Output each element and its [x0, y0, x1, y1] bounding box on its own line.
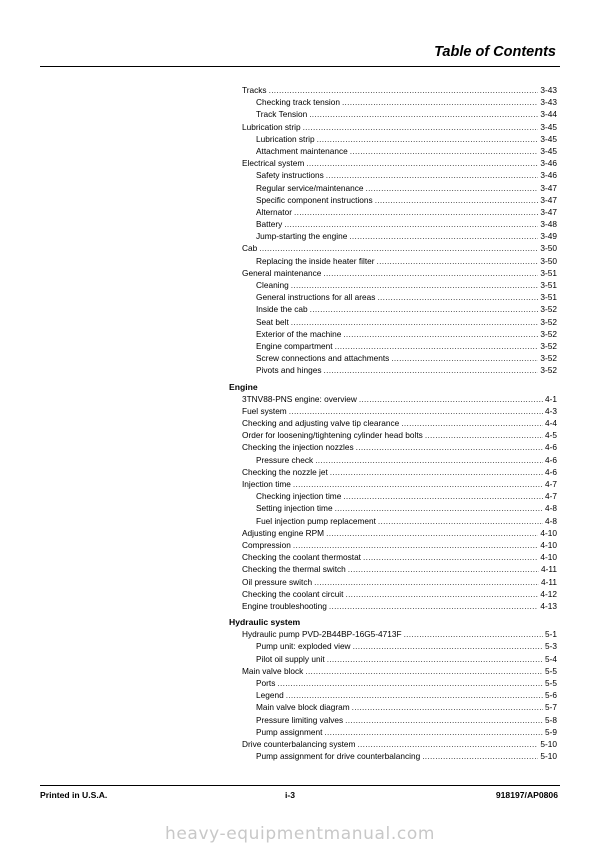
toc-entry-page: 4-7 — [545, 491, 557, 502]
toc-entry-label: Tracks — [242, 85, 267, 95]
toc-entry-label: Compression — [242, 539, 291, 550]
toc-entry[interactable] — [229, 340, 557, 352]
toc-entry[interactable] — [229, 441, 557, 453]
toc-entry-label: General maintenance — [242, 267, 322, 278]
toc-entry[interactable] — [229, 714, 557, 726]
toc-entry[interactable] — [229, 218, 557, 230]
toc-entry[interactable] — [229, 352, 557, 364]
toc-entry-page: 5-8 — [545, 714, 557, 725]
toc-entry-label: Adjusting engine RPM — [242, 527, 325, 538]
toc-entry-label: 3TNV88-PNS engine: overview — [242, 393, 357, 404]
toc-entry-page: 3-46 — [540, 158, 557, 169]
toc-entry-page: 3-50 — [540, 255, 557, 266]
toc-entry[interactable] — [229, 701, 557, 713]
toc-leader-dots — [350, 145, 539, 157]
toc-entry-label: Order for loosening/tightening cylinder head bolts — [242, 430, 423, 441]
toc-entry-page: 3-48 — [540, 219, 557, 230]
toc-entry-label: Exterior of the machine — [256, 328, 342, 339]
toc-entry[interactable] — [229, 364, 557, 376]
toc-entry-page: 5-10 — [540, 738, 557, 749]
toc-entry-page: 3-52 — [540, 353, 557, 364]
toc-entry-label: Pressure check — [256, 454, 314, 465]
toc-entry-page: 3-43 — [540, 85, 557, 95]
toc-leader-dots — [326, 527, 538, 539]
toc-leader-dots — [352, 701, 543, 713]
toc-entry-page: 4-10 — [540, 552, 557, 563]
toc-entry-page: 5-7 — [545, 702, 557, 713]
toc-entry-label: Cleaning — [256, 280, 289, 290]
toc-entry[interactable] — [229, 726, 557, 738]
toc-entry-page: 3-52 — [540, 328, 557, 339]
toc-entry[interactable] — [229, 96, 557, 108]
toc-entry-label: Hydraulic pump PVD-2B44BP-16G5-4713F — [242, 629, 402, 640]
toc-leader-dots — [305, 665, 543, 677]
toc-entry[interactable] — [229, 242, 557, 254]
toc-leader-dots — [349, 230, 538, 242]
toc-entry[interactable] — [229, 563, 557, 575]
toc-entry[interactable] — [229, 267, 557, 279]
toc-entry[interactable] — [229, 539, 557, 551]
toc-entry[interactable] — [229, 640, 557, 652]
toc-entry-page: 3-46 — [540, 170, 557, 181]
toc-entry-label: Checking track tension — [256, 97, 340, 108]
toc-entry[interactable] — [229, 393, 557, 405]
toc-entry-label: Fuel injection pump replacement — [256, 515, 376, 526]
toc-entry-page: 3-51 — [540, 280, 557, 290]
toc-entry-page: 5-3 — [545, 641, 557, 652]
toc-entry[interactable] — [229, 230, 557, 242]
toc-entry-page: 3-52 — [540, 304, 557, 315]
toc-entry[interactable] — [229, 279, 557, 291]
toc-entry[interactable] — [229, 576, 557, 588]
toc-entry-label: Inside the cab — [256, 304, 308, 315]
toc-entry-page: 3-51 — [540, 267, 557, 278]
toc-leader-dots — [317, 133, 539, 145]
toc-leader-dots — [401, 417, 543, 429]
page-title: Table of Contents — [434, 44, 556, 60]
toc-leader-dots — [359, 393, 543, 405]
toc-entry-label: Checking injection time — [256, 491, 342, 502]
toc-entry[interactable] — [229, 182, 557, 194]
toc-entry-page: 4-11 — [541, 576, 557, 587]
toc-leader-dots — [425, 429, 543, 441]
toc-leader-dots — [291, 316, 539, 328]
toc-entry-label: Safety instructions — [256, 170, 324, 181]
toc-leader-dots — [422, 750, 538, 762]
toc-leader-dots — [309, 108, 538, 120]
toc-entry[interactable] — [229, 490, 557, 502]
toc-leader-dots — [269, 84, 539, 96]
toc-entry[interactable] — [229, 502, 557, 514]
toc-entry-label: Screw connections and attachments — [256, 353, 390, 364]
toc-entry[interactable] — [229, 157, 557, 169]
toc-leader-dots — [303, 121, 539, 133]
toc-entry-page: 4-13 — [540, 600, 557, 611]
toc-entry-label: Checking the coolant circuit — [242, 588, 344, 599]
toc-entry[interactable] — [229, 145, 557, 157]
toc-entry[interactable] — [229, 194, 557, 206]
toc-leader-dots — [342, 96, 538, 108]
toc-entry[interactable] — [229, 429, 557, 441]
toc-leader-dots — [289, 405, 543, 417]
toc-entry-page: 3-50 — [540, 243, 557, 254]
toc-leader-dots — [330, 466, 543, 478]
toc-entry-page: 3-51 — [540, 292, 557, 303]
toc-leader-dots — [294, 206, 538, 218]
toc-entry-label: Specific component instructions — [256, 194, 373, 205]
toc-leader-dots — [314, 576, 539, 588]
toc-entry[interactable] — [229, 169, 557, 181]
toc-entry[interactable] — [229, 588, 557, 600]
toc-leader-dots — [259, 242, 538, 254]
toc-leader-dots — [306, 157, 538, 169]
toc-section-heading: Engine — [229, 381, 258, 392]
toc-entry-label: Cab — [242, 243, 258, 254]
toc-entry-label: Pressure limiting valves — [256, 714, 344, 725]
toc-entry-label: Lubrication strip — [256, 133, 315, 144]
toc-entry[interactable] — [229, 84, 557, 96]
toc-entry-page: 5-5 — [545, 678, 557, 688]
toc-leader-dots — [356, 441, 543, 453]
toc-entry-page: 4-6 — [545, 442, 557, 453]
toc-leader-dots — [377, 291, 538, 303]
toc-leader-dots — [335, 502, 543, 514]
toc-entry[interactable] — [229, 677, 557, 689]
toc-entry[interactable] — [229, 316, 557, 328]
toc-entry-page: 3-43 — [540, 97, 557, 108]
toc-entry-label: Seat belt — [256, 316, 289, 327]
toc-entry-label: Jump-starting the engine — [256, 231, 348, 242]
toc-leader-dots — [327, 653, 543, 665]
toc-entry-page: 3-47 — [540, 194, 557, 205]
toc-entry[interactable] — [229, 255, 557, 267]
toc-entry-page: 3-45 — [540, 133, 557, 144]
toc-entry-label: Battery — [256, 219, 283, 230]
toc-leader-dots — [277, 677, 543, 689]
toc-entry[interactable] — [229, 121, 557, 133]
toc-entry-label: Pilot oil supply unit — [256, 653, 325, 664]
footer-document-id: 918197/AP0806 — [495, 790, 558, 800]
toc-entry[interactable] — [229, 665, 557, 677]
toc-entry-page: 3-52 — [540, 316, 557, 327]
toc-entry-page: 5-5 — [545, 665, 557, 676]
toc-entry-label: Replacing the inside heater filter — [256, 255, 375, 266]
toc-leader-dots — [404, 628, 543, 640]
toc-leader-dots — [335, 340, 539, 352]
toc-leader-dots — [293, 539, 539, 551]
footer-page-number: i-3 — [285, 790, 296, 800]
toc-leader-dots — [375, 194, 539, 206]
footer-printed-note: Printed in U.S.A. — [40, 790, 108, 800]
toc-entry-page: 4-6 — [545, 466, 557, 477]
toc-leader-dots — [291, 279, 539, 291]
toc-entry-label: Engine troubleshooting — [242, 600, 327, 611]
toc-entry[interactable] — [229, 750, 557, 762]
toc-entry[interactable] — [229, 417, 557, 429]
toc-entry-label: Pump assignment for drive counterbalancing — [256, 751, 421, 762]
toc-entry[interactable] — [229, 653, 557, 665]
toc-leader-dots — [284, 218, 538, 230]
toc-entry-label: Checking the coolant thermostat — [242, 552, 361, 563]
toc-entry[interactable] — [229, 133, 557, 145]
toc-entry-page: 3-47 — [540, 182, 557, 193]
toc-leader-dots — [324, 364, 539, 376]
toc-leader-dots — [315, 454, 543, 466]
toc-entry-page: 4-3 — [545, 405, 557, 416]
toc-leader-dots — [391, 352, 538, 364]
toc-leader-dots — [378, 515, 543, 527]
toc-entry-label: Engine compartment — [256, 340, 333, 351]
toc-entry-label: Checking the thermal switch — [242, 564, 346, 575]
toc-entry-page: 3-49 — [540, 231, 557, 242]
toc-entry-label: Pump unit: exploded view — [256, 641, 351, 652]
toc-entry-label: Electrical system — [242, 158, 305, 169]
toc-entry-label: Legend — [256, 690, 284, 701]
toc-entry-page: 3-45 — [540, 121, 557, 132]
toc-entry-label: Injection time — [242, 479, 291, 489]
toc-entry-label: Checking the nozzle jet — [242, 466, 328, 477]
toc-section-heading: Hydraulic system — [229, 617, 301, 628]
toc-entry-label: General instructions for all areas — [256, 292, 376, 303]
toc-entry-label: Lubrication strip — [242, 121, 301, 132]
toc-entry-label: Main valve block diagram — [256, 702, 350, 713]
toc-leader-dots — [326, 169, 539, 181]
toc-entry-page: 4-7 — [545, 479, 557, 489]
toc-entry-page: 4-6 — [545, 454, 557, 465]
toc-leader-dots — [363, 551, 538, 563]
toc-entry-label: Drive counterbalancing system — [242, 738, 356, 749]
toc-entry-label: Checking the injection nozzles — [242, 442, 354, 453]
toc-entry-label: Main valve block — [242, 665, 304, 676]
toc-entry-label: Ports — [256, 678, 276, 688]
toc-leader-dots — [377, 255, 539, 267]
toc-entry-label: Alternator — [256, 206, 292, 217]
toc-entry-page: 3-44 — [540, 109, 557, 120]
toc-entry-page: 4-4 — [545, 418, 557, 429]
toc-entry[interactable] — [229, 303, 557, 315]
header-divider — [40, 66, 560, 67]
toc-entry-page: 4-8 — [545, 515, 557, 526]
toc-entry-page: 5-4 — [545, 653, 557, 664]
toc-leader-dots — [357, 738, 538, 750]
footer-divider — [40, 785, 560, 786]
toc-entry-label: Checking and adjusting valve tip clearance — [242, 418, 400, 429]
toc-entry[interactable] — [229, 600, 557, 612]
toc-entry[interactable] — [229, 454, 557, 466]
toc-entry[interactable] — [229, 738, 557, 750]
toc-entry[interactable] — [229, 466, 557, 478]
toc-entry[interactable] — [229, 527, 557, 539]
toc-entry-page: 4-1 — [545, 393, 557, 404]
toc-entry[interactable] — [229, 108, 557, 120]
toc-entry-page: 3-45 — [540, 145, 557, 156]
toc-entry-label: Track Tension — [256, 109, 308, 120]
table-of-contents — [229, 84, 557, 762]
toc-leader-dots — [310, 303, 539, 315]
toc-entry-page: 5-10 — [540, 751, 557, 762]
toc-entry[interactable] — [229, 405, 557, 417]
toc-entry-page: 4-10 — [540, 527, 557, 538]
toc-entry-page: 4-11 — [541, 564, 557, 575]
toc-entry[interactable] — [229, 515, 557, 527]
toc-entry[interactable] — [229, 478, 557, 490]
toc-entry-label: Fuel system — [242, 405, 287, 416]
toc-leader-dots — [345, 588, 538, 600]
toc-leader-dots — [345, 714, 543, 726]
toc-leader-dots — [348, 563, 539, 575]
toc-entry[interactable] — [229, 328, 557, 340]
toc-entry-page: 5-9 — [545, 726, 557, 737]
toc-entry-label: Regular service/maintenance — [256, 182, 364, 193]
toc-entry[interactable] — [229, 628, 557, 640]
toc-entry-page: 3-47 — [540, 206, 557, 217]
toc-entry-page: 3-52 — [540, 365, 557, 376]
toc-leader-dots — [365, 182, 538, 194]
toc-leader-dots — [324, 726, 543, 738]
toc-entry[interactable] — [229, 551, 557, 563]
toc-entry-label: Pump assignment — [256, 726, 323, 737]
toc-leader-dots — [353, 640, 543, 652]
toc-entry-page: 3-52 — [540, 340, 557, 351]
toc-leader-dots — [343, 490, 543, 502]
toc-entry[interactable] — [229, 291, 557, 303]
toc-entry-label: Oil pressure switch — [242, 576, 313, 587]
toc-entry-page: 5-1 — [545, 629, 557, 640]
toc-entry[interactable] — [229, 689, 557, 701]
toc-entry-page: 4-12 — [540, 588, 557, 599]
toc-entry-label: Pivots and hinges — [256, 365, 322, 376]
toc-leader-dots — [343, 328, 538, 340]
toc-entry[interactable] — [229, 206, 557, 218]
toc-entry-page: 5-6 — [545, 690, 557, 701]
toc-leader-dots — [323, 267, 538, 279]
toc-entry-label: Setting injection time — [256, 503, 333, 514]
watermark: heavy-equipmentmanual.com — [165, 824, 435, 844]
toc-leader-dots — [329, 600, 539, 612]
toc-entry-label: Attachment maintenance — [256, 145, 348, 156]
toc-leader-dots — [293, 478, 543, 490]
toc-entry-page: 4-10 — [540, 539, 557, 550]
toc-leader-dots — [286, 689, 543, 701]
toc-entry-page: 4-5 — [545, 430, 557, 441]
toc-entry-page: 4-8 — [545, 503, 557, 514]
